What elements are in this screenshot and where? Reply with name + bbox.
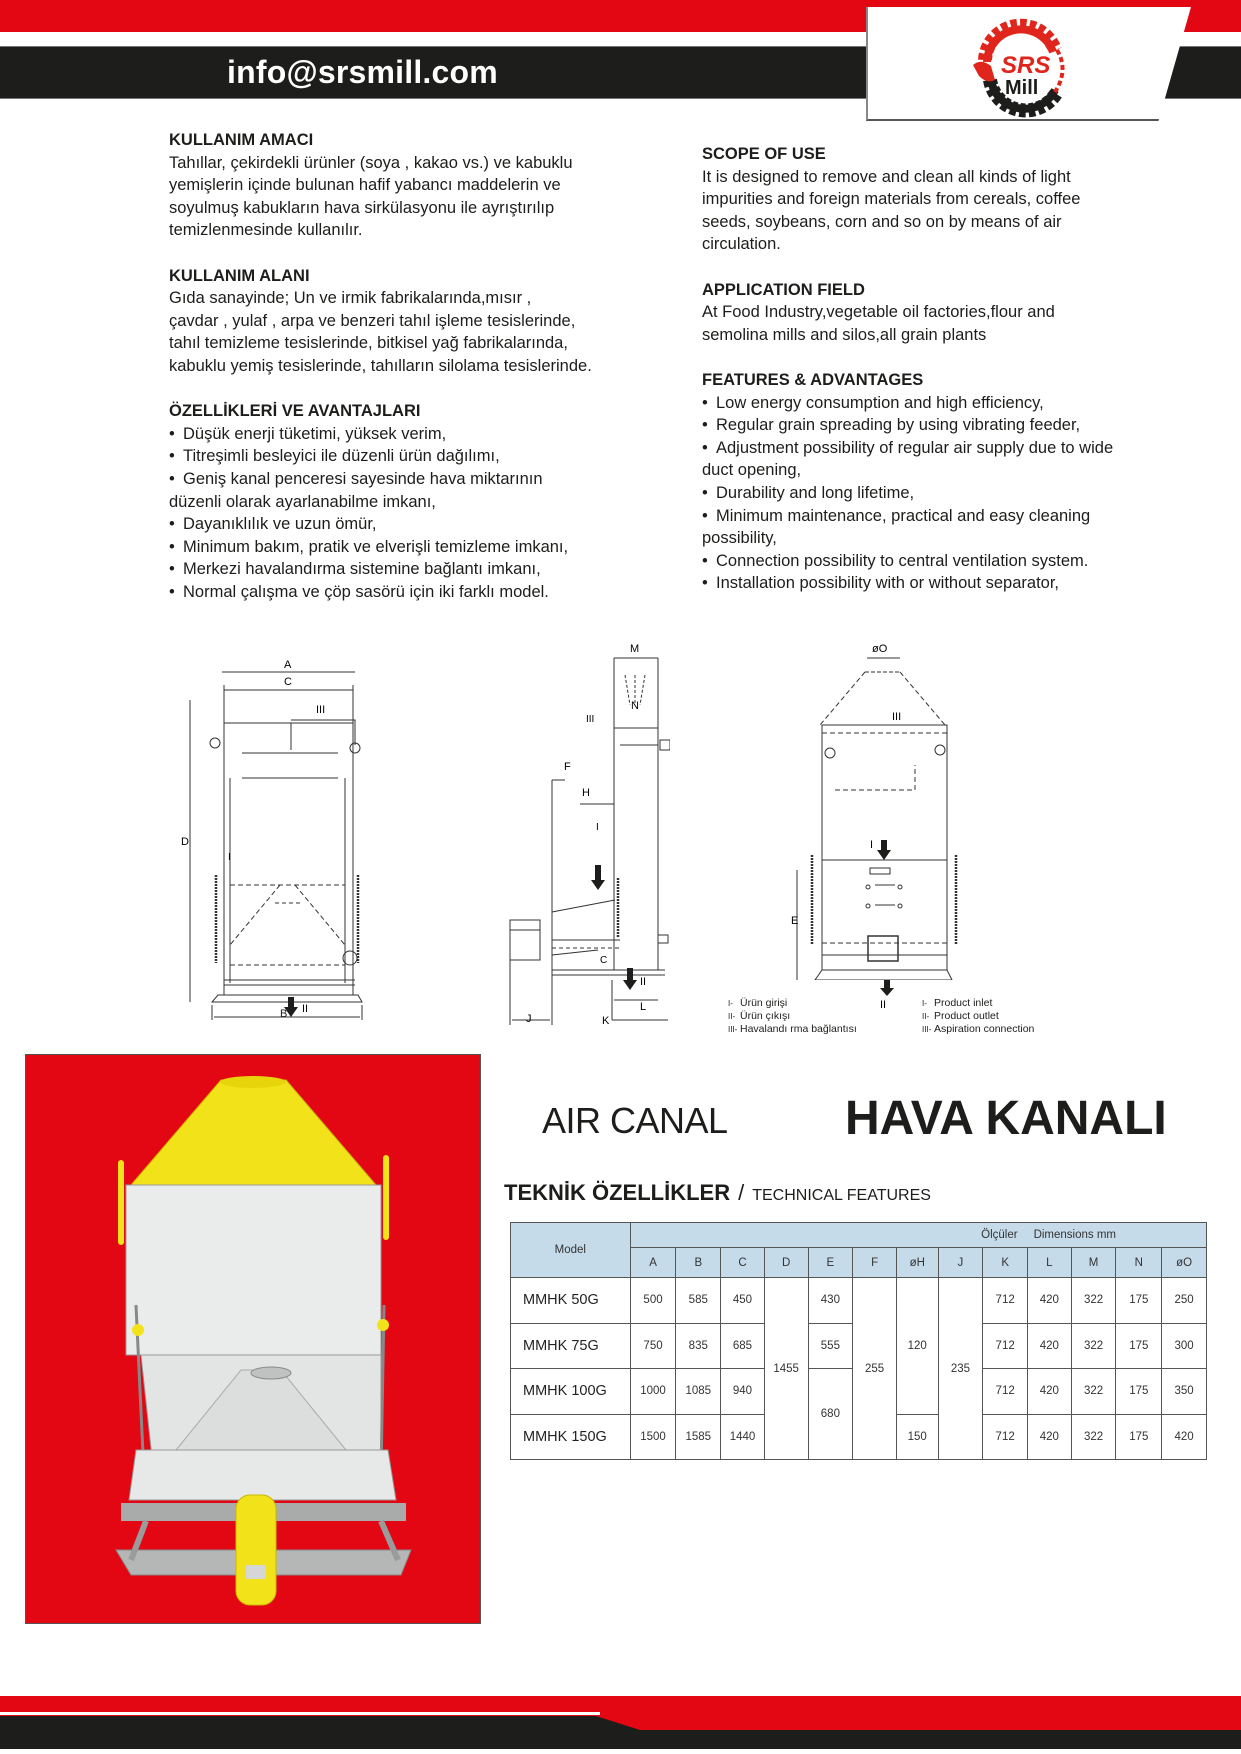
header-col: A [630,1248,676,1278]
cell-n: 175 [1116,1278,1162,1324]
cell-e: 680 [808,1369,853,1460]
feature-item: • Normal çalışma ve çöp sasörü için iki farklı model. [169,582,549,601]
cell-m: 322 [1071,1414,1116,1460]
cell-m: 322 [1071,1278,1116,1324]
dim-label-h: H [582,787,590,799]
cell-k: 712 [983,1278,1028,1324]
legend-num: III- [922,1025,932,1034]
dim-label-l: L [640,1001,647,1013]
feature-text: Titreşimli besleyici ile düzenli ürün dağılımı, [183,447,500,466]
feature-text: düzenli olarak ayarlanabilme imkanı, [169,492,436,511]
cell-f: 255 [853,1278,897,1460]
cell-k: 712 [983,1369,1028,1415]
text-line: Gıda sanayinde; Un ve irmik fabrikalarında,mısır , [169,289,532,308]
cell-m: 322 [1071,1369,1116,1415]
header-col: J [938,1248,983,1278]
cell-o: 300 [1162,1323,1207,1369]
header-col: M [1071,1248,1116,1278]
cell-n: 175 [1116,1323,1162,1369]
cell-b: 585 [676,1278,721,1324]
legend-text: Ürün girişi [740,997,788,1009]
legend-num: III- [728,1025,738,1034]
header-col: F [853,1248,897,1278]
yellow-handle-left [118,1160,124,1245]
logo-wheat [1055,50,1063,92]
feature-text: Regular grain spreading by using vibrating feeder, [716,416,1081,435]
section-heading: KULLANIM AMACI [169,131,314,149]
outlet-arrow-icon [623,968,637,990]
legend-text: Ürün çıkışı [740,1010,791,1022]
feature-text: Minimum maintenance, practical and easy cleaning [716,506,1091,525]
feature-item: • Geniş kanal penceresi sayesinde hava miktarının [169,469,543,488]
header-col: D [764,1248,808,1278]
feature-item: • Minimum maintenance, practical and easy cleaning [702,506,1091,525]
air-canal-machine-illustration [26,1055,481,1624]
feature-text: Düşük enerji tüketimi, yüksek verim, [183,424,447,443]
header-col: B [676,1248,721,1278]
feature-item: • Connection possibility to central ventilation system. [702,551,1089,570]
dim-label-o: øO [872,643,888,655]
feature-item: • Adjustment possibility of regular air supply due to wide [702,438,1114,457]
cell-model: MMHK 100G [511,1369,631,1415]
text-line: It is designed to remove and clean all kinds of light [702,167,1071,186]
aspiration-label: III [892,711,902,723]
inlet-label: I [870,839,874,851]
text-line: semolina mills and silos,all grain plants [702,325,987,344]
dim-label-b: B [280,1008,288,1020]
legend-item [728,1010,857,1023]
feature-item-continuation [702,459,1202,482]
feature-item: • Regular grain spreading by using vibrating feeder, [702,416,1081,435]
feature-item: • Dayanıklılık ve uzun ömür, [169,515,377,534]
cell-model: MMHK 50G [511,1278,631,1324]
text-line: soyulmuş kabukların hava sirkülasyonu ile ayrıştırılıp [169,198,555,217]
header-dimensions-tr: Ölçüler [981,1229,1018,1241]
section-heading: SCOPE OF USE [702,145,826,163]
section-heading: KULLANIM ALANI [169,266,310,285]
text-line: tahıl temizleme tesislerinde, bitkisel yağ fabrikalarında, [169,334,568,353]
cell-b: 835 [676,1323,721,1369]
text-line: Tahıllar, çekirdekli ürünler (soya , kakao vs.) ve kabuklu [169,153,573,172]
dim-label-m: M [630,643,640,655]
dim-label-e: E [791,915,799,927]
legend-text: Aspiration connection [934,1023,1035,1035]
cell-c: 450 [721,1278,765,1324]
dim-label-j: J [526,1013,532,1025]
front-view-drawing [170,645,380,1020]
cell-n: 175 [1116,1369,1162,1415]
cell-d: 1455 [764,1278,808,1460]
cell-model: MMHK 150G [511,1414,631,1460]
feeder-tray [129,1450,396,1500]
feature-text: Merkezi havalandırma sistemine bağlantı imkanı, [183,560,541,579]
feature-item: • Düşük enerji tüketimi, yüksek verim, [169,424,447,443]
legend-num: I- [728,999,733,1008]
aspiration-label: III [586,714,595,725]
legend-item [922,1010,1034,1023]
product-title-english: AIR CANAL [542,1100,728,1141]
subtitle-turkish: TEKNİK ÖZELLİKLER [504,1180,731,1205]
legend-turkish [728,997,857,1036]
yellow-hood [131,1080,376,1185]
feature-item: • Minimum bakım, pratik ve elverişli temizleme imkanı, [169,537,569,556]
cell-e: 555 [808,1323,853,1369]
srs-mill-logo [965,10,1075,120]
text-line: çavdar , yulaf , arpa ve benzeri tahıl işleme tesislerinde, [169,311,576,330]
cell-c: 940 [721,1369,765,1415]
section-heading: APPLICATION FIELD [702,280,865,299]
features-list [169,423,659,604]
header-col: N [1116,1248,1162,1278]
cell-c: 1440 [721,1414,765,1460]
cell-l: 420 [1028,1278,1072,1324]
hood-opening [220,1076,286,1088]
legend-english [922,997,1034,1036]
subtitle-english: TECHNICAL FEATURES [752,1187,931,1204]
cell-m: 322 [1071,1323,1116,1369]
logo-text-mill: Mill [1005,77,1039,99]
knob-right [377,1319,389,1331]
feature-item: • Titreşimli besleyici ile düzenli ürün dağılımı, [169,447,500,466]
feature-text: Low energy consumption and high efficiency, [716,393,1044,412]
footer-divider [0,1712,600,1715]
features-heading: ÖZELLİKLERİ VE AVANTAJLARI [169,402,421,421]
cell-o: 250 [1162,1278,1207,1324]
feature-text: Minimum bakım, pratik ve elverişli temizleme imkanı, [183,537,569,556]
header-col: E [808,1248,853,1278]
cell-o: 420 [1162,1414,1207,1460]
feature-text: Geniş kanal penceresi sayesinde hava miktarının [183,469,543,488]
cell-b: 1585 [676,1414,721,1460]
cell-n: 175 [1116,1414,1162,1460]
feature-text: Adjustment possibility of regular air supply due to wide [716,438,1114,457]
cell-a: 750 [630,1323,676,1369]
technical-features-heading [504,1180,931,1206]
header-dimensions [630,1223,1206,1248]
feature-text: Connection possibility to central ventilation system. [716,551,1089,570]
text-line: temizlenmesinde kullanılır. [169,221,363,240]
cell-l: 420 [1028,1323,1072,1369]
cell-h: 120 [896,1278,938,1415]
text-line: At Food Industry,vegetable oil factories,flour and [702,303,1055,322]
cell-h: 150 [896,1414,938,1460]
section-body [169,287,659,377]
feature-item: • Low energy consumption and high efficiency, [702,393,1044,412]
text-line: seeds, soybeans, corn and so on by means of air [702,212,1062,231]
yellow-handle-right [383,1155,389,1240]
section-body [702,301,1202,346]
inlet-arrow-icon [591,865,605,890]
logo-hand [973,62,995,82]
product-photo [25,1054,481,1624]
features-heading: FEATURES & ADVANTAGES [702,370,924,389]
feature-text: possibility, [702,529,777,548]
back-view-drawing [780,640,980,980]
cell-a: 1500 [630,1414,676,1460]
cell-a: 1000 [630,1369,676,1415]
section-body [702,166,1202,256]
legend-item [922,1023,1034,1036]
cell-k: 712 [983,1323,1028,1369]
legend-num: I- [922,999,927,1008]
legend-num: II- [728,1012,736,1021]
text-line: yemişlerin içinde bulunan hafif yabancı maddelerin ve [169,176,561,195]
table-row [511,1278,1207,1324]
header-col: C [721,1248,765,1278]
cell-j: 235 [938,1278,983,1460]
header-model: Model [511,1223,631,1278]
aspiration-label: III [316,704,326,716]
dim-label-a: A [284,659,292,671]
feature-item: • Installation possibility with or without separator, [702,574,1060,593]
outlet-label: II [640,976,647,988]
knob-left [132,1324,144,1336]
legend-item [922,997,1034,1010]
outlet-arrow-icon [880,980,894,996]
vibrator-motor [236,1495,276,1605]
inlet-label: I [228,852,231,863]
cell-model: MMHK 75G [511,1323,631,1369]
cell-a: 500 [630,1278,676,1324]
header-col: K [983,1248,1028,1278]
dim-label-d: D [181,836,189,848]
legend-num: II- [922,1012,930,1021]
feature-text: Installation possibility with or without separator, [716,574,1060,593]
back-outlet [877,980,897,1010]
cell-b: 1085 [676,1369,721,1415]
text-line: impurities and foreign materials from cereals, coffee [702,190,1081,209]
inlet-arrow-icon [877,840,891,860]
technical-specs-table [510,1222,1207,1460]
legend-text: Havalandı rma bağlantısı [740,1023,857,1035]
feature-item-continuation [169,491,659,514]
dim-label-k: K [602,1015,610,1025]
text-line: circulation. [702,235,781,254]
cell-c: 685 [721,1323,765,1369]
legend-text: Product inlet [934,997,993,1009]
legend-item [728,1023,857,1036]
main-body [126,1185,381,1355]
cell-e: 430 [808,1278,853,1324]
header-dimensions-en: Dimensions mm [1033,1229,1116,1241]
cell-k: 712 [983,1414,1028,1460]
dim-label-c: C [600,955,608,966]
header-col: L [1028,1248,1072,1278]
features-list [702,392,1202,595]
legend-item [728,997,857,1010]
dim-label-c: C [284,676,292,688]
inlet-pipe [251,1367,291,1379]
header-email[interactable]: info@srsmill.com [227,54,498,90]
right-column-english [702,143,1202,595]
cell-l: 420 [1028,1414,1072,1460]
header-col: øO [1162,1248,1207,1278]
cell-o: 350 [1162,1369,1207,1415]
feature-text: Dayanıklılık ve uzun ömür, [183,515,377,534]
cell-l: 420 [1028,1369,1072,1415]
subtitle-separator: / [738,1180,745,1205]
motor-terminal [246,1565,266,1579]
legend-text: Product outlet [934,1010,999,1022]
left-column-turkish [169,129,659,603]
feature-text: Durability and long lifetime, [716,483,915,502]
dim-label-n: N [631,700,639,712]
feature-item: • Durability and long lifetime, [702,483,915,502]
feature-text: duct opening, [702,461,802,480]
outlet-label: II [880,999,887,1010]
text-line: kabuklu yemiş tesislerinde, tahılların silolama tesislerinde. [169,356,592,375]
logo-text-srs: SRS [1001,52,1051,79]
header-col: øH [896,1248,938,1278]
product-title-turkish: HAVA KANALI [845,1092,1167,1145]
inlet-label: I [596,822,599,833]
outlet-label: II [302,1003,309,1015]
section-body [169,152,659,242]
feature-item: • Merkezi havalandırma sistemine bağlantı imkanı, [169,560,541,579]
feature-text: Normal çalışma ve çöp sasörü için iki farklı model. [183,582,549,601]
feature-item-continuation [702,527,1202,550]
side-view-drawing [490,630,670,1025]
dim-label-f: F [564,761,571,773]
